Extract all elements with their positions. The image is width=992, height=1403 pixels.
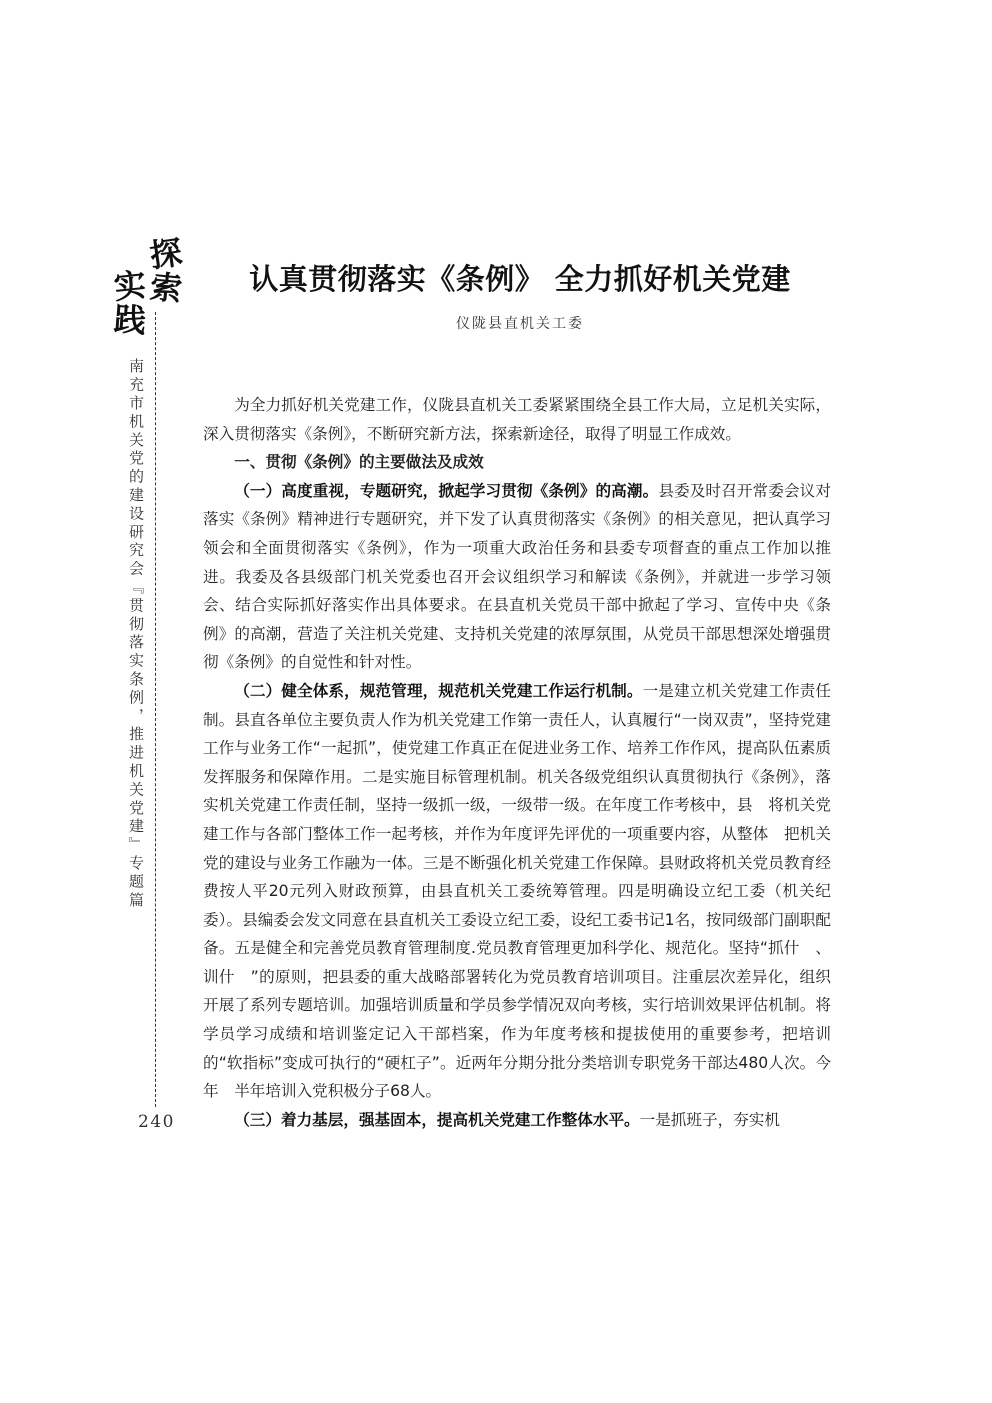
paragraph [203,477,831,677]
paragraph-lead: （三）着力基层，强基固本，提高机关党建工作整体水平。 [234,1110,640,1129]
sidebar-column-text: 南充市机关党的建设研究会『贯彻落实条例，推进机关党建』专题篇 [127,358,145,910]
section-logo [108,232,188,342]
section-heading-text: 一、贯彻《条例》的主要做法及成效 [234,453,484,472]
paragraph [203,391,831,448]
article-title: 认真贯彻落实《条例》 全力抓好机关党建 [249,262,791,297]
section-heading [203,448,831,477]
paragraph-text: 县委及时召开常委会议对落实《条例》精神进行专题研究，并下发了认真贯彻落实《条例》的相关意见，把认真学习领会和全面贯彻落实《条例》，作为一项重大政治任务和县委专项督查的重点工作加以推进。我委及各县级部门机关党委也召开会议组织学习和解读《条例》，并就进一步学习领会、结合实际抓好落实作出具体要求。在县直机关党员干部中掀起了学习、宣传中央《条例》的高潮，营造了关注机关党建、支持机关党建的浓厚氛围，从党员干部思想深处增强贯彻《条例》的自觉性和针对性。 [203,481,831,672]
paragraph-lead: （二）健全体系，规范管理，规范机关党建工作运行机制。 [234,681,643,700]
section-logo-char: 践 [112,299,148,341]
page-number: 240 [138,1112,175,1132]
paragraph [203,677,847,1106]
paragraph-text: 一是抓班子，夯实机 [639,1110,780,1129]
section-logo-char: 探 [147,232,185,276]
paragraph-lead: （一）高度重视，专题研究，掀起学习贯彻《条例》的高潮。 [234,481,659,500]
section-logo-char: 实 [112,265,148,307]
article-author: 仪陇县直机关工委 [456,316,584,332]
paragraph-text: 为全力抓好机关党建工作，仪陇县直机关工委紧紧围绕全县工作大局，立足机关实际，深入贯彻落实《条例》，不断研究新方法，探索新途径，取得了明显工作成效。 [203,396,831,443]
margin-divider [155,312,156,1107]
paragraph-text: 一是建立机关党建工作责任制。县直各单位主要负责人作为机关党建工作第一责任人，认真履行“一岗双责”，坚持党建工作与业务工作“一起抓”，使党建工作真正在促进业务工作、培养工作作风，提高队伍素质 发挥服务和保障作用。二是实施目标管理机制。机关各级党组织认真贯彻执行《条例》，落实机关党建工作责任制，坚持一级抓一级，一级带一级。在年度工作考核中，县 将机关党建工作与各部门整体工作一起考核，并作为年度评先评优的一项重要内容，从整体 把机关党的建设与业务工作融为一体。三是不断强化机关党建工作保障。县财政将机关党员教育经费按人平20元列入财政预算，由县直机关工委统筹管理。四是明确设立纪工委（机关纪委）。县编委会发文同意在县直机关工委设立纪工委，设纪工委书记1名，按同级部门副职配备。五是健全和完善党员教育管理制度.党员教育管理更加科学化、规范化。坚持“抓什 、训什 ”的原则，把县委的重大战略部署转化为党员教育培训项目。注重层次差异化，组织开展了系列专题培训。加强培训质量和学员参学情况双向考核，实行培训效果评估机制。将学员学习成绩和培训鉴定记入干部档案，作为年度考核和提拔使用的重要参考，把培训的“软指标”变成可执行的“硬杠子”。近两年分期分批分类培训专职党务干部达480人次。今年 半年培训入党积极分子68人。 [203,681,847,1101]
paragraph [203,1106,831,1135]
article-body [203,391,847,1134]
section-logo-char: 索 [148,267,184,309]
